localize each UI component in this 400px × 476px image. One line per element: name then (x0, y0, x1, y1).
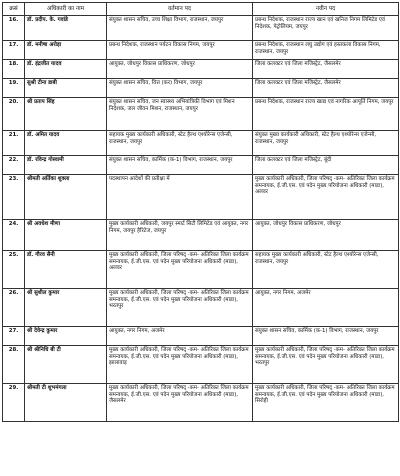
row-officer-name: डॉ. प्रदीप. के. गवांडे (25, 16, 107, 41)
row-new-post: जिला कलक्टर एवं जिला मजिस्ट्रेट, जैसलमेर (253, 79, 399, 98)
row-officer-name: श्री सुशील कुमार (25, 289, 107, 327)
row-serial: 25. (3, 251, 25, 289)
transfer-table (2, 2, 399, 422)
table-row (3, 175, 399, 220)
row-officer-name: श्रीमती टी शुभमंगला (25, 384, 107, 422)
row-current-post: संयुक्त शासन सचिव, वित्त (कर) विभाग, जयपुर (107, 79, 253, 98)
row-officer-name: श्री प्रताप सिंह (25, 98, 107, 131)
row-new-post: प्रबन्ध निदेशक, राजस्थान राज्य खाद्य एवं नागरिक आपूर्ति निगम, जयपुर (253, 98, 399, 131)
table-row (3, 79, 399, 98)
table-row (3, 60, 399, 79)
row-officer-name: डॉ. मनीषा अरोड़ा (25, 41, 107, 60)
row-current-post: संयुक्त शासन सचिव, जन स्वास्थ्य अभियांत्रिकी विभाग एवं मिशन निदेशक, जल जीवन मिशन, राजस्थान, जयपुर (107, 98, 253, 131)
row-current-post: मुख्य कार्यकारी अधिकारी, जयपुर स्मार्ट सिटी लिमिटेड एवं आयुक्त, नगर निगम, जयपुर हैरिटेज, जयपुर (107, 220, 253, 251)
row-officer-name: डॉ. इंद्रजीत यादव (25, 60, 107, 79)
row-current-post: मुख्य कार्यकारी अधिकारी, जिला परिषद् -कम- अतिरिक्त जिला कार्यक्रम समन्वयक, ई.जी.एस. एवं पदेन मुख्य परियोजना अधिकारी (माडा), झालावाड़ (107, 346, 253, 384)
row-current-post: संयुक्त शासन सचिव, उच्च शिक्षा विभाग, राजस्थान, जयपुर (107, 16, 253, 41)
table-header-row (3, 3, 399, 16)
row-officer-name: श्री श्रीनिधि बी टी (25, 346, 107, 384)
row-new-post: जिला कलक्टर एवं जिला मजिस्ट्रेट, जैसलमेर (253, 60, 399, 79)
row-serial: 19. (3, 79, 25, 98)
table-row (3, 289, 399, 327)
row-officer-name: सुश्री टीना डाबी (25, 79, 107, 98)
header-current-post: वर्तमान पद (107, 3, 253, 16)
table-row (3, 384, 399, 422)
table-row (3, 131, 399, 156)
row-serial: 20. (3, 98, 25, 131)
header-officer-name: अधिकारी का नाम (25, 3, 107, 16)
row-new-post: संयुक्त मुख्य कार्यकारी अधिकारी, स्टेट हैल्थ एश्योरेन्स एजेन्सी, राजस्थान, जयपुर (253, 131, 399, 156)
row-officer-name: डॉ. गौरव सैनी (25, 251, 107, 289)
row-serial: 26. (3, 289, 25, 327)
table-row (3, 346, 399, 384)
row-current-post: मुख्य कार्यकारी अधिकारी, जिला परिषद् -कम- अतिरिक्त जिला कार्यक्रम समन्वयक, ई.जी.एस. एवं पदेन मुख्य परियोजना अधिकारी (माडा), अलवर (107, 251, 253, 289)
row-new-post: प्रबन्ध निदेशक, राजस्थान लघु उद्योग एवं हस्तकला विकास निगम, राजस्थान, जयपुर (253, 41, 399, 60)
row-new-post: सहायक मुख्य कार्यकारी अधिकारी, स्टेट हैल्थ एश्योरेन्स एजेन्सी, राजस्थान, जयपुर (253, 251, 399, 289)
table-row (3, 16, 399, 41)
row-new-post: मुख्य कार्यकारी अधिकारी, जिला परिषद् -कम- अतिरिक्त जिला कार्यक्रम समन्वयक, ई.जी.एस. एवं पदेन मुख्य परियोजना अधिकारी (माडा), अलवर (253, 175, 399, 220)
row-new-post: मुख्य कार्यकारी अधिकारी, जिला परिषद् -कम- अतिरिक्त जिला कार्यक्रम समन्वयक, ई.जी.एस. एवं पदेन मुख्य परियोजना अधिकारी (माडा), भरतपुर (253, 346, 399, 384)
row-officer-name: श्री देवेन्द्र कुमार (25, 327, 107, 346)
table-row (3, 327, 399, 346)
row-serial: 21. (3, 131, 25, 156)
table-row (3, 220, 399, 251)
row-serial: 27. (3, 327, 25, 346)
row-current-post: मुख्य कार्यकारी अधिकारी, जिला परिषद् -कम- अतिरिक्त जिला कार्यक्रम समन्वयक, ई.जी.एस. एवं पदेन मुख्य परियोजना अधिकारी (माडा), जैसलमेर (107, 384, 253, 422)
row-serial: 18. (3, 60, 25, 79)
row-current-post: मुख्य कार्यकारी अधिकारी, जिला परिषद् -कम- अतिरिक्त जिला कार्यक्रम समन्वयक, ई.जी.एस. एवं पदेन मुख्य परियोजना अधिकारी (माडा), भरतपुर (107, 289, 253, 327)
row-serial: 29. (3, 384, 25, 422)
row-new-post: जिला कलक्टर एवं जिला मजिस्ट्रेट, बूंदी (253, 156, 399, 175)
row-officer-name: डॉ. अमित यादव (25, 131, 107, 156)
row-serial: 24. (3, 220, 25, 251)
table-row (3, 98, 399, 131)
row-officer-name: डॉ. रविन्द्र गोस्वामी (25, 156, 107, 175)
row-officer-name: श्री अवधेश मीणा (25, 220, 107, 251)
header-new-post: नवीन पद (253, 3, 399, 16)
table-row (3, 41, 399, 60)
transfer-order-document (2, 2, 398, 422)
row-current-post: सहायक मुख्य कार्यकारी अधिकारी, स्टेट हैल्थ एश्योरेन्स एजेन्सी, राजस्थान, जयपुर (107, 131, 253, 156)
row-serial: 16. (3, 16, 25, 41)
row-new-post: आयुक्त, नगर निगम, अजमेर (253, 289, 399, 327)
row-current-post: संयुक्त शासन सचिव, कार्मिक (क-1) विभाग, राजस्थान, जयपुर (107, 156, 253, 175)
row-new-post: संयुक्त शासन सचिव, कार्मिक (क-1) विभाग, राजस्थान, जयपुर (253, 327, 399, 346)
row-officer-name: श्रीमती अर्तिका शुक्ला (25, 175, 107, 220)
row-serial: 22. (3, 156, 25, 175)
row-serial: 28. (3, 346, 25, 384)
table-row (3, 251, 399, 289)
row-current-post: प्रबन्ध निदेशक, राजस्थान पर्यटन विकास निगम, जयपुर (107, 41, 253, 60)
row-serial: 23. (3, 175, 25, 220)
row-current-post: आयुक्त, नगर निगम, अजमेर (107, 327, 253, 346)
row-current-post: पदस्थापन आदेशों की प्रतीक्षा में (107, 175, 253, 220)
row-new-post: मुख्य कार्यकारी अधिकारी, जिला परिषद् -कम- अतिरिक्त जिला कार्यक्रम समन्वयक, ई.जी.एस. एवं पदेन मुख्य परियोजना अधिकारी (माडा), सिरोही (253, 384, 399, 422)
row-new-post: प्रबन्ध निदेशक, राजस्थान राज्य खान एवं खनिज निगम लिमिटेड एवं निदेशक, पेट्रोलियम, जयपुर (253, 16, 399, 41)
row-current-post: आयुक्त, जोधपुर विकास प्राधिकरण, जोधपुर (107, 60, 253, 79)
table-row (3, 156, 399, 175)
row-new-post: आयुक्त, जोधपुर विकास प्राधिकरण, जोधपुर (253, 220, 399, 251)
row-serial: 17. (3, 41, 25, 60)
header-serial: क्रसं (3, 3, 25, 16)
